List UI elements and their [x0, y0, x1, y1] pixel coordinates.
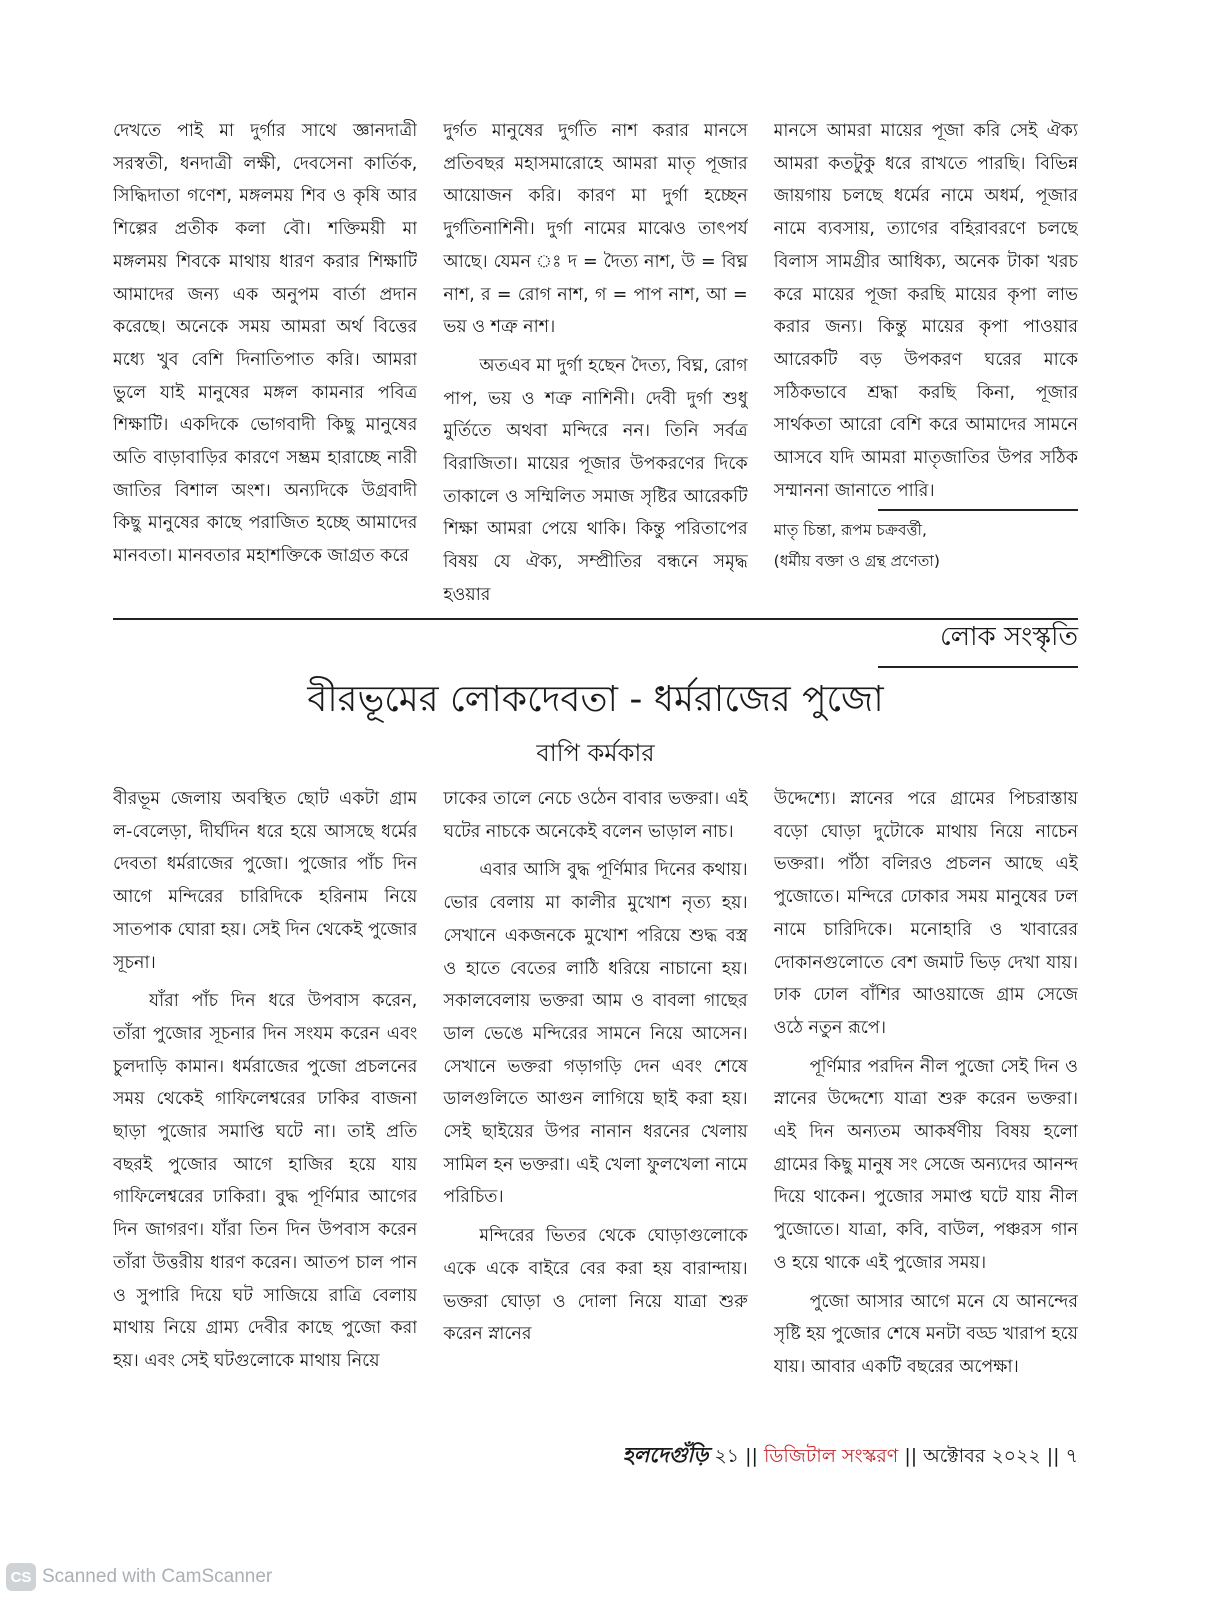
paragraph: মানসে আমরা মায়ের পূজা করি সেই ঐক্য আমরা কতটুকু ধরে রাখতে পারছি। বিভিন্ন জায়গায় চলছে ধর্মের নামে অধর্ম, পূজার নামে ব্যবসায়, ত্যাগের বহিরাবরণে চলছে বিলাস সামগ্রীর আধিক্য, অনেক টাকা খরচ করে মায়ের পূজা করছি মায়ের কৃপা লাভ করার জন্য। কিন্তু মায়ের কৃপা পাওয়ার আরেকটি বড় উপকরণ ঘরের মাকে সঠিকভাবে শ্রদ্ধা করছি কিনা, পূজার সার্থকতা আরো বেশি করে আমাদের সামনে আসবে যদি আমরা মাতৃজাতির উপর সঠিক সম্মাননা জানাতে পারি।	[773, 121, 1078, 501]
article-byline: বাপি কর্মকার	[536, 739, 655, 767]
article-headline: বীরভূমের লোকদেবতা - ধর্মরাজের পুজো	[307, 679, 884, 720]
credit-author-role: (ধর্মীয় বক্তা ও গ্রন্থ প্রণেতা)	[773, 552, 940, 571]
camscanner-logo-icon: CS	[6, 1563, 36, 1591]
bottom-column-3	[774, 783, 1078, 1423]
bottom-column-2	[443, 783, 747, 1423]
top-column-2	[443, 115, 747, 610]
paragraph: মন্দিরের ভিতর থেকে ঘোড়াগুলোকে একে একে বাইরে বের করা হয় বারান্দায়। ভক্তরা ঘোড়া ও দোলা নিয়ে যাত্রা শুরু করেন স্নানের	[443, 1226, 748, 1345]
section-title: লোক সংস্কৃতি	[940, 622, 1078, 652]
paragraph: বীরভূম জেলায় অবস্থিত ছোট একটা গ্রাম ল-বেলেড়া, দীর্ঘদিন ধরে হয়ে আসছে ধর্মের দেবতা ধর্মরাজের পুজো। পুজোর পাঁচ দিন আগে মন্দিরের চারিদিকে হরিনাম নিয়ে সাতপাক ঘোরা হয়। সেই দিন থেকেই পুজোর সূচনা।	[113, 789, 418, 973]
section-label-box	[878, 620, 1078, 668]
footer-separator: ||	[1046, 1445, 1060, 1467]
footer-separator: ||	[745, 1445, 758, 1467]
paragraph: উদ্দেশ্যে। স্নানের পরে গ্রামের পিচরাস্তায় বড়ো ঘোড়া দুটোকে মাথায় নিয়ে নাচেন ভক্তরা। পাঁঠা বলিরও প্রচলন আছে এই পুজোতে। মন্দিরে ঢোকার সময় মানুষের ঢল নামে চারিদিকে। মনোহারি ও খাবারের দোকানগুলোতে বেশ জমাট ভিড় দেখা যায়। ঢাক ঢোল বাঁশির আওয়াজে গ্রাম সেজে ওঠে নতুন রূপে।	[773, 789, 1078, 1038]
paragraph: এবার আসি বুদ্ধ পূর্ণিমার দিনের কথায়। ভোর বেলায় মা কালীর মুখোশ নৃত্য হয়। সেখানে একজনকে মুখোশ পরিয়ে শুদ্ধ বস্ত্র ও হাতে বেতের লাঠি ধরিয়ে নাচানো হয়। সকালবেলায় ভক্তরা আম ও বাবলা গাছের ডাল ভেঙে মন্দিরের সামনে নিয়ে আসেন। সেখানে ভক্তরা গড়াগড়ি দেন এবং শেষে ডালগুলিতে আগুন লাগিয়ে ছাই করা হয়। সেই ছাইয়ের উপর নানান ধরনের খেলায় সামিল হন ভক্তরা। এই খেলা ফুলখেলা নামে পরিচিত।	[443, 860, 748, 1208]
edition-label: ডিজিটাল সংস্করণ	[764, 1445, 899, 1467]
paragraph: ঢাকের তালে নেচে ওঠেন বাবার ভক্তরা। এই ঘটের নাচকে অনেকেই বলেন ভাড়াল নাচ।	[443, 789, 748, 842]
top-column-1	[113, 115, 417, 610]
issue-date: অক্টোবর ২০২২	[923, 1445, 1041, 1467]
paragraph: যাঁরা পাঁচ দিন ধরে উপবাস করেন, তাঁরা পুজোর সূচনার দিন সংযম করেন এবং চুলদাড়ি কামান। ধর্মরাজের পুজো প্রচলনের সময় থেকেই গাফিলেশ্বরের ঢাকির বাজনা ছাড়া পুজোর সমাপ্তি ঘটে না। তাই প্রতি বছরই পুজোর আগে হাজির হয়ে যায় গাফিলেশ্বরের ঢাকিরা। বুদ্ধ পূর্ণিমার আগের দিন জাগরণ। যাঁরা তিন দিন উপবাস করেন তাঁরা উত্তরীয় ধারণ করেন। আতপ চাল পান ও সুপারি দিয়ে ঘট সাজিয়ে রাত্রি বেলায় মাথায় নিয়ে গ্রাম্য দেবীর কাছে পুজো করা হয়। এবং সেই ঘটগুলোকে মাথায় নিয়ে	[113, 991, 418, 1371]
page-footer	[600, 1440, 1078, 1471]
paragraph: পুজো আসার আগে মনে যে আনন্দের সৃষ্টি হয় পুজোর শেষে মনটা বড্ড খারাপ হয়ে যায়। আবার একটি বছরের অপেক্ষা।	[773, 1291, 1078, 1377]
top-column-3	[774, 115, 1078, 610]
scanner-watermark	[0, 1560, 272, 1594]
credit-divider	[878, 509, 1078, 511]
paragraph: দেখতে পাই মা দুর্গার সাথে জ্ঞানদাত্রী সরস্বতী, ধনদাত্রী লক্ষী, দেবসেনা কার্তিক, সিদ্ধিদাতা গণেশ, মঙ্গলময় শিব ও কৃষি আর শিল্পের প্রতীক কলা বৌ। শক্তিময়ী মা মঙ্গলময় শিবকে মাথায় ধারণ করার শিক্ষাটি আমাদের জন্য এক অনুপম বার্তা প্রদান করেছে। অনেকে সময় আমরা অর্থ বিত্তের মধ্যে খুব বেশি দিনাতিপাত করি। আমরা ভুলে যাই মানুষের মঙ্গল কামনার পবিত্র শিক্ষাটি। একদিকে ভোগবাদী কিছু মানুষের অতি বাড়াবাড়ির কারণে সম্ভ্রম হারাচ্ছে নারী জাতির বিশাল অংশ। অন্যদিকে উগ্রবাদী কিছু মানুষের কাছে পরাজিত হচ্ছে আমাদের মানবতা। মানবতার মহাশক্তিকে জাগ্রত করে	[113, 121, 418, 567]
paragraph: দুর্গত মানুষের দুর্গতি নাশ করার মানসে প্রতিবছর মহাসমারোহে আমরা মাতৃ পূজার আয়োজন করি। কারণ মা দুর্গা হচ্ছেন দুর্গতিনাশিনী। দুর্গা নামের মাঝেও তাৎপর্য আছে। যেমন ঃ দ = দৈত্য নাশ, উ = বিঘ্ন নাশ, র = রোগ নাশ, গ = পাপ নাশ, আ = ভয় ও শত্রু নাশ।	[443, 121, 748, 338]
paragraph: পূর্ণিমার পরদিন নীল পুজো সেই দিন ও স্নানের উদ্দেশ্যে যাত্রা শুরু করেন ভক্তরা। এই দিন অন্যতম আকর্ষণীয় বিষয় হলো গ্রামের কিছু মানুষ সং সেজে অন্যদের আনন্দ দিয়ে থাকেন। পুজোর সমাপ্ত ঘটে যায় নীল পুজোতে। যাত্রা, কবি, বাউল, পঞ্চরস গান ও হয়ে থাকে এই পুজোর সময়।	[773, 1056, 1078, 1273]
bottom-article-columns	[113, 783, 1078, 1423]
footer-separator: ||	[904, 1445, 918, 1467]
page-number: ৭	[1065, 1445, 1078, 1467]
bottom-column-1	[113, 783, 417, 1423]
issue-number: ২১	[714, 1445, 740, 1467]
watermark-text: Scanned with CamScanner	[42, 1566, 273, 1587]
magazine-logo: হলদেগুঁড়ি	[622, 1442, 709, 1467]
top-article-columns	[113, 115, 1078, 610]
paragraph: অতএব মা দুর্গা হছেন দৈত্য, বিঘ্ন, রোগ পাপ, ভয় ও শত্রু নাশিনী। দেবী দুর্গা শুধু মুর্তিতে অথবা মন্দিরে নন। তিনি সর্বত্র বিরাজিতা। মায়ের পূজার উপকরণের দিকে তাকালে ও সম্মিলিত সমাজ সৃষ্টির আরেকটি শিক্ষা আমরা পেয়ে থাকি। কিন্তু পরিতাপের বিষয় যে ঐক্য, সম্প্রীতির বন্ধনে সমৃদ্ধ হওয়ার	[443, 355, 748, 605]
credit-source: মাতৃ চিন্তা, রূপম চক্রবর্ত্তী,	[773, 521, 927, 540]
